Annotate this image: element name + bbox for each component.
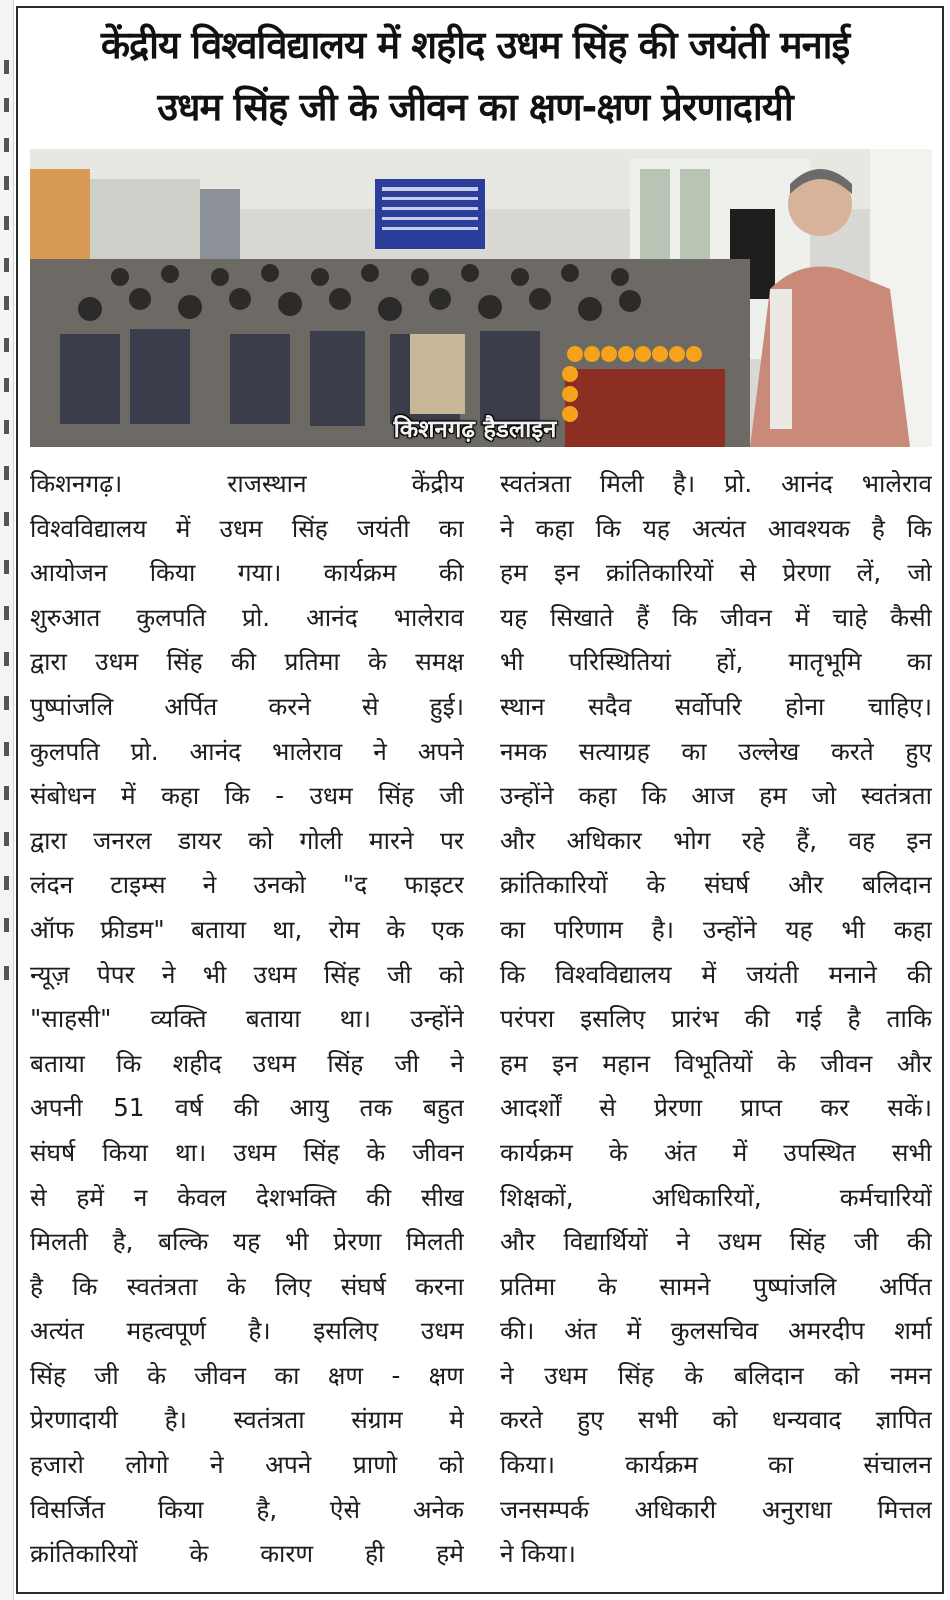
- article-line: और अधिकार भोग रहे हैं, वह इन: [500, 825, 932, 855]
- article-line: संघर्ष किया था। उधम सिंह के जीवन: [30, 1137, 464, 1167]
- article-line: की। अंत में कुलसचिव अमरदीप शर्मा: [500, 1316, 932, 1346]
- article-line: द्वारा जनरल डायर को गोली मारने पर: [30, 825, 464, 855]
- article-line: क्रांतिकारियों के संघर्ष और बलिदान: [500, 870, 932, 900]
- article-line: लंदन टाइम्स ने उनको "द फाइटर: [30, 870, 464, 900]
- article-line: क्रांतिकारियों के कारण ही हमे: [30, 1539, 464, 1569]
- article-line: कार्यक्रम के अंत में उपस्थित सभी: [500, 1137, 932, 1167]
- article-line: "साहसी" व्यक्ति बताया था। उन्होंने: [30, 1004, 464, 1034]
- article-line: कि विश्वविद्यालय में जयंती मनाने की: [500, 959, 932, 989]
- article-column-right: [500, 462, 932, 1577]
- article-line: परंपरा इसलिए प्रारंभ की गई है ताकि: [500, 1004, 932, 1034]
- article-line: ने कहा कि यह अत्यंत आवश्यक है कि: [500, 513, 932, 543]
- article-line: अत्यंत महत्वपूर्ण है। इसलिए उधम: [30, 1316, 464, 1346]
- article-line: हम इन क्रांतिकारियों से प्रेरणा लें, जो: [500, 558, 932, 588]
- article-line: सिंह जी के जीवन का क्षण - क्षण: [30, 1360, 464, 1390]
- headline-line-1: केंद्रीय विश्वविद्यालय में शहीद उधम सिंह की जयंती मनाई: [100, 23, 850, 67]
- article-line: शिक्षकों, अधिकारियों, कर्मचारियों: [500, 1182, 932, 1212]
- article-column-left: [30, 462, 464, 1577]
- article-line: विसर्जित किया है, ऐसे अनेक: [30, 1494, 464, 1524]
- article-line: ने उधम सिंह के बलिदान को नमन: [500, 1360, 932, 1390]
- article-line: हजारो लोगो ने अपने प्राणो को: [30, 1450, 464, 1480]
- article-line: यह सिखाते हैं कि जीवन में चाहे कैसी: [500, 602, 932, 632]
- article-line: विश्वविद्यालय में उधम सिंह जयंती का: [30, 513, 464, 543]
- article-line: और विद्यार्थियों ने उधम सिंह जी की: [500, 1227, 932, 1257]
- article-line: आयोजन किया गया। कार्यक्रम की: [30, 558, 464, 588]
- article-line: स्वतंत्रता मिली है। प्रो. आनंद भालेराव: [500, 469, 932, 498]
- headline-line-2: उधम सिंह जी के जीवन का क्षण-क्षण प्रेरणादायी: [157, 85, 793, 129]
- article-line: मिलती है, बल्कि यह भी प्रेरणा मिलती: [30, 1227, 464, 1257]
- article-line: से हमें न केवल देशभक्ति की सीख: [30, 1182, 464, 1212]
- page-edge-gutter: [0, 0, 14, 1600]
- article-line: शुरुआत कुलपति प्रो. आनंद भालेराव: [30, 602, 464, 632]
- article-line: कुलपति प्रो. आनंद भालेराव ने अपने: [30, 736, 464, 766]
- article-line: जनसम्पर्क अधिकारी अनुराधा मित्तल: [500, 1494, 932, 1524]
- article-line: अपनी 51 वर्ष की आयु तक बहुत: [30, 1093, 464, 1123]
- article-line: बताया कि शहीद उधम सिंह जी ने: [30, 1048, 464, 1078]
- article-line: स्थान सदैव सर्वोपरि होना चाहिए।: [500, 691, 932, 721]
- photo-caption: किशनगढ़ हैडलाइन: [393, 415, 557, 443]
- article-line: हम इन महान विभूतियों के जीवन और: [500, 1048, 932, 1078]
- article-line: प्रेरणादायी है। स्वतंत्रता संग्राम मे: [30, 1405, 464, 1435]
- article-line: किया। कार्यक्रम का संचालन: [500, 1450, 932, 1480]
- article-line: द्वारा उधम सिंह की प्रतिमा के समक्ष: [30, 647, 464, 677]
- article-line: किशनगढ़। राजस्थान केंद्रीय: [30, 469, 464, 498]
- article-line: न्यूज़ पेपर ने भी उधम सिंह जी को: [30, 959, 464, 989]
- article-line: उन्होंने कहा कि आज हम जो स्वतंत्रता: [500, 781, 932, 811]
- article-line: आदर्शों से प्रेरणा प्राप्त कर सकें।: [500, 1093, 932, 1123]
- event-photo: [30, 149, 932, 447]
- article-line: करते हुए सभी को धन्यवाद ज्ञापित: [500, 1405, 932, 1435]
- article-line: ऑफ फ्रीडम" बताया था, रोम के एक: [30, 914, 464, 944]
- article-line: प्रतिमा के सामने पुष्पांजलि अर्पित: [500, 1271, 932, 1301]
- article-line: नमक सत्याग्रह का उल्लेख करते हुए: [500, 736, 932, 766]
- article-line: है कि स्वतंत्रता के लिए संघर्ष करना: [30, 1271, 464, 1301]
- article-line: का परिणाम है। उन्होंने यह भी कहा: [500, 914, 932, 944]
- article-line: संबोधन में कहा कि - उधम सिंह जी: [30, 781, 464, 811]
- article-line: पुष्पांजलि अर्पित करने से हुई।: [30, 691, 464, 721]
- article-line: भी परिस्थितियां हों, मातृभूमि का: [500, 647, 932, 677]
- article-line: ने किया।: [500, 1539, 576, 1569]
